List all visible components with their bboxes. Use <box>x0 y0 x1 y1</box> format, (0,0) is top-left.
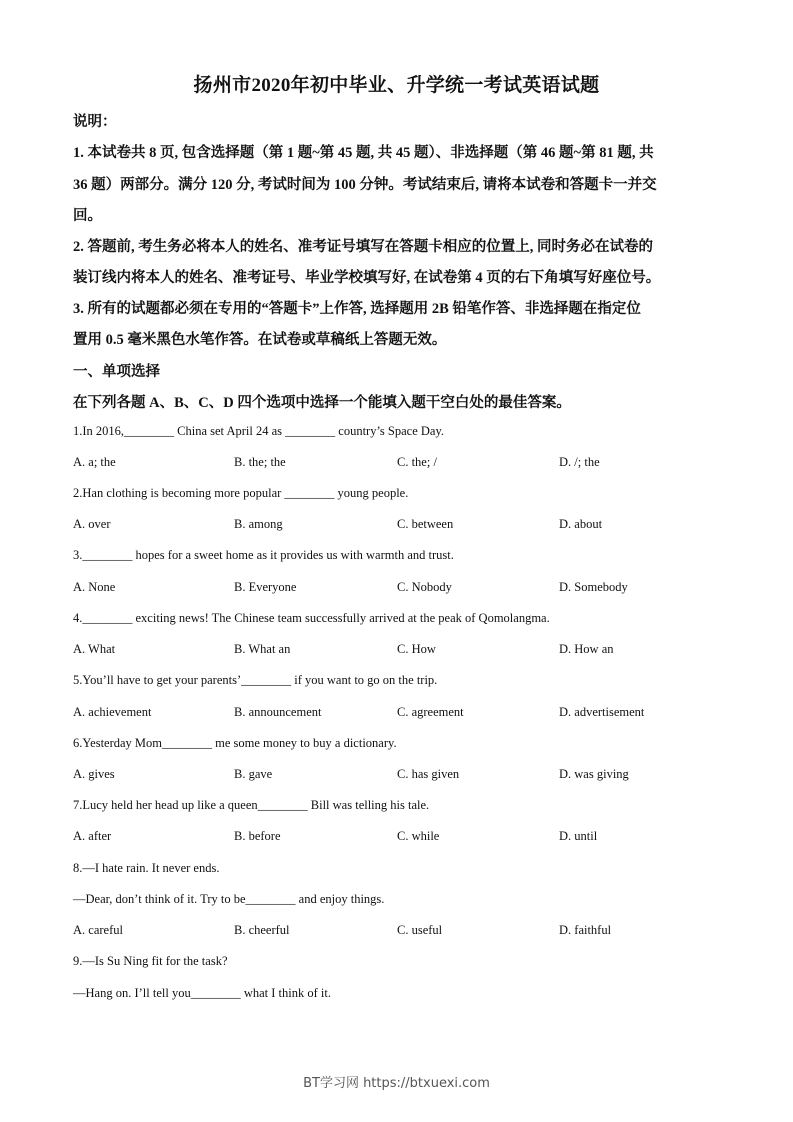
option-c: C. agreement <box>397 705 464 719</box>
option-c: C. while <box>397 829 440 843</box>
option-a: A. What <box>73 642 116 656</box>
instruction-line: 回。 <box>73 208 102 224</box>
option-a: A. careful <box>73 923 123 937</box>
question-stem: 8.—I hate rain. It never ends. <box>73 861 220 875</box>
option-c: C. the; / <box>397 455 437 469</box>
option-c: C. Nobody <box>397 580 452 594</box>
option-d: D. until <box>559 829 598 843</box>
footer-watermark: BT学习网 https://btxuexi.com <box>303 1076 490 1091</box>
question-stem-reply: —Dear, don’t think of it. Try to be________ and enjoy things. <box>73 892 385 906</box>
instructions-heading: 说明： <box>73 114 117 130</box>
option-c: C. has given <box>397 767 460 781</box>
question-stem: 6.Yesterday Mom________ me some money to buy a dictionary. <box>73 736 397 750</box>
question-stem-reply: —Hang on. I’ll tell you________ what I think of it. <box>73 986 331 1000</box>
instruction-line: 装订线内将本人的姓名、准考证号、毕业学校填写好, 在试卷第 4 页的右下角填写好座位号。 <box>73 270 661 286</box>
option-c: C. between <box>397 517 454 531</box>
option-b: B. What an <box>234 642 291 656</box>
section-heading: 一、单项选择 <box>73 364 160 380</box>
option-d: D. /; the <box>559 455 600 469</box>
option-b: B. Everyone <box>234 580 297 594</box>
option-b: B. gave <box>234 767 273 781</box>
option-b: B. among <box>234 517 283 531</box>
option-d: D. advertisement <box>559 705 645 719</box>
option-c: C. useful <box>397 923 443 937</box>
option-d: D. How an <box>559 642 614 656</box>
option-b: B. the; the <box>234 455 286 469</box>
option-a: A. a; the <box>73 455 116 469</box>
page-title: 扬州市2020年初中毕业、升学统一考试英语试题 <box>193 75 600 96</box>
question-stem: 2.Han clothing is becoming more popular ________ young people. <box>73 486 409 500</box>
instruction-line: 36 题）两部分。满分 120 分, 考试时间为 100 分钟。考试结束后, 请将本试卷和答题卡一并交 <box>73 177 657 193</box>
option-a: A. None <box>73 580 116 594</box>
question-stem: 9.—Is Su Ning fit for the task? <box>73 954 228 968</box>
instruction-line: 1. 本试卷共 8 页, 包含选择题（第 1 题~第 45 题, 共 45 题）、非选择题（第 46 题~第 81 题, 共 <box>73 145 654 161</box>
option-d: D. was giving <box>559 767 629 781</box>
section-direction: 在下列各题 A、B、C、D 四个选项中选择一个能填入题干空白处的最佳答案。 <box>73 395 571 411</box>
question-stem: 5.You’ll have to get your parents’________ if you want to go on the trip. <box>73 673 438 687</box>
option-b: B. cheerful <box>234 923 290 937</box>
question-stem: 3.________ hopes for a sweet home as it provides us with warmth and trust. <box>73 548 454 562</box>
option-a: A. achievement <box>73 705 152 719</box>
option-d: D. Somebody <box>559 580 628 594</box>
option-d: D. faithful <box>559 923 612 937</box>
option-a: A. after <box>73 829 112 843</box>
instruction-line: 置用 0.5 毫米黑色水笔作答。在试卷或草稿纸上答题无效。 <box>73 332 447 348</box>
question-stem: 1.In 2016,________ China set April 24 as ________ country’s Space Day. <box>73 424 445 438</box>
option-d: D. about <box>559 517 603 531</box>
instruction-line: 2. 答题前, 考生务必将本人的姓名、准考证号填写在答题卡相应的位置上, 同时务必在试卷的 <box>73 239 653 255</box>
question-stem: 7.Lucy held her head up like a queen________ Bill was telling his tale. <box>73 798 430 812</box>
option-a: A. over <box>73 517 111 531</box>
option-b: B. before <box>234 829 281 843</box>
option-b: B. announcement <box>234 705 322 719</box>
option-c: C. How <box>397 642 436 656</box>
instruction-line: 3. 所有的试题都必须在专用的“答题卡”上作答, 选择题用 2B 铅笔作答、非选择题在指定位 <box>73 301 641 317</box>
question-stem: 4.________ exciting news! The Chinese team successfully arrived at the peak of Qomolangma. <box>73 611 550 625</box>
option-a: A. gives <box>73 767 115 781</box>
